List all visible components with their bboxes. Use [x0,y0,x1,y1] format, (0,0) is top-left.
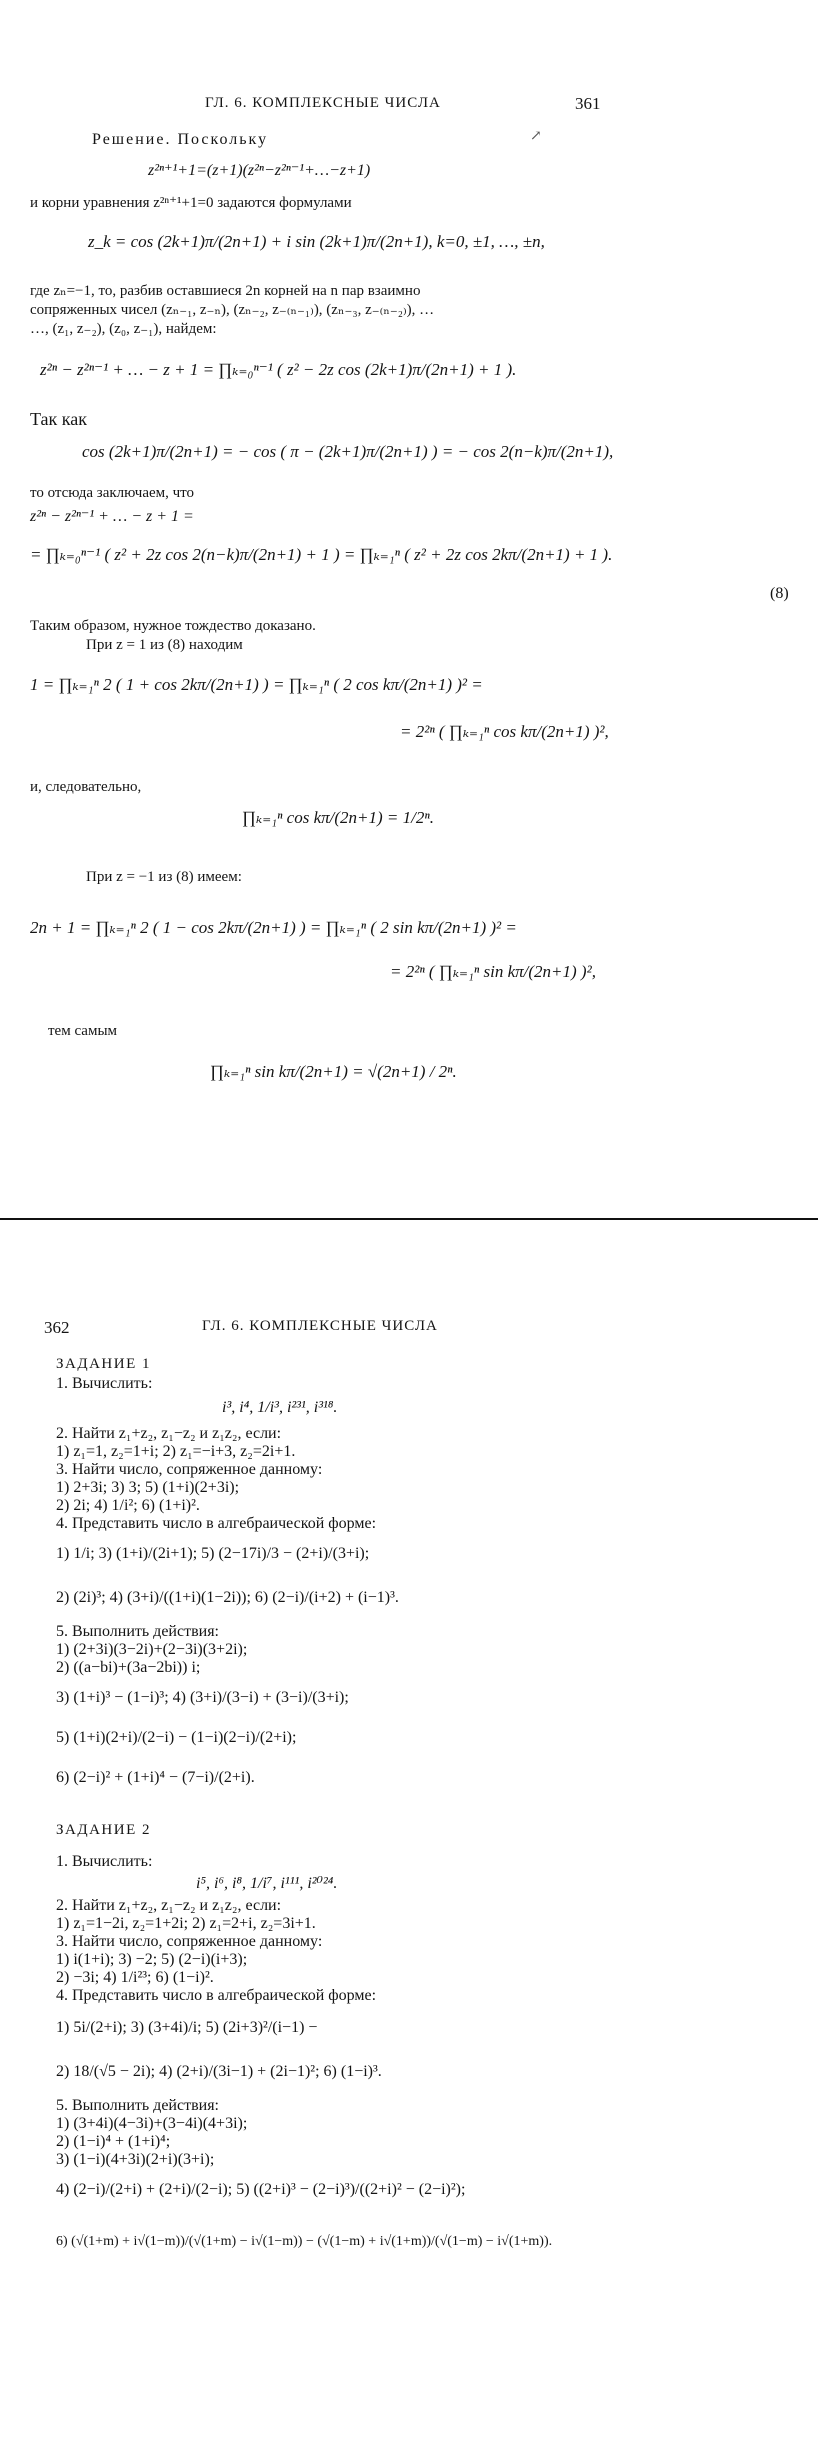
equation-z1: 1 = ∏ₖ₌₁ⁿ 2 ( 1 + cos 2kπ/(2n+1) ) = ∏ₖ₌₁ⁿ ( 2 cos kπ/(2n+1) )² = [30,675,483,694]
text-line: сопряженных чисел (zₙ₋₁, z₋ₙ), (zₙ₋₂, z₋₍ₙ₋₁₎), (zₙ₋₃, z₋₍ₙ₋₂₎), … [30,302,435,318]
task-line: 1) (3+4i)(4−3i)+(3−4i)(4+3i); [56,2115,248,2132]
solution-intro: Решение. Поскольку [92,131,269,148]
task-line: 5) (1+i)(2+i)/(2−i) − (1−i)(2−i)/(2+i); [56,1729,297,1746]
equation-product: z²ⁿ − z²ⁿ⁻¹ + … − z + 1 = ∏ₖ₌₀ⁿ⁻¹ ( z² − 2z cos (2k+1)π/(2n+1) + 1 ). [40,360,517,379]
equation-cos-product: ∏ₖ₌₁ⁿ cos kπ/(2n+1) = 1/2ⁿ. [242,808,434,827]
margin-mark: ↗ [530,129,542,144]
text-line: При z = −1 из (8) имеем: [86,869,242,885]
equation-number: (8) [770,585,789,602]
task-line: 2) (2i)³; 4) (3+i)/((1+i)(1−2i)); 6) (2−i)/(i+2) + (i−1)³. [56,1589,399,1606]
equation-factorization: z²ⁿ⁺¹+1=(z+1)(z²ⁿ−z²ⁿ⁻¹+…−z+1) [148,162,371,179]
task-line: 1) i(1+i); 3) −2; 5) (2−i)(i+3); [56,1951,248,1968]
equation-cos-identity: cos (2k+1)π/(2n+1) = − cos ( π − (2k+1)π/(2n+1) ) = − cos 2(n−k)π/(2n+1), [82,442,614,461]
assignment-2-heading: ЗАДАНИЕ 2 [56,1822,151,1838]
equation-zminus1-cont: = 2²ⁿ ( ∏ₖ₌₁ⁿ sin kπ/(2n+1) )², [390,962,596,981]
task-line: 4. Представить число в алгебраической форме: [56,1987,377,2004]
running-head: ГЛ. 6. КОМПЛЕКСНЫЕ ЧИСЛА [202,1318,438,1334]
task-line: 2) 2i; 4) 1/i²; 6) (1+i)². [56,1497,200,1514]
task-line: 1. Вычислить: [56,1375,153,1392]
text-line: тем самым [48,1023,118,1039]
text-line: где zₙ=−1, то, разбив оставшиеся 2n корней на n пар взаимно [30,283,421,299]
task-line: 6) (√(1+m) + i√(1−m))/(√(1+m) − i√(1−m)) − (√(1−m) + i√(1+m))/(√(1−m) − i√(1+m)). [56,2234,553,2249]
task-line: 2) (1−i)⁴ + (1+i)⁴; [56,2133,171,2150]
equation-roots: z_k = cos (2k+1)π/(2n+1) + i sin (2k+1)π/(2n+1), k=0, ±1, …, ±n, [88,232,545,251]
task-line: i³, i⁴, 1/i³, i²³¹, i³¹⁸. [222,1399,338,1416]
task-line: 2) −3i; 4) 1/i²³; 6) (1−i)². [56,1969,214,1986]
task-line: 1. Вычислить: [56,1853,153,1870]
text-line: …, (z₁, z₋₂), (z₀, z₋₁), найдем: [30,321,217,337]
text-line: Таким образом, нужное тождество доказано. [30,618,316,634]
task-line: 6) (2−i)² + (1+i)⁴ − (7−i)/(2+i). [56,1769,255,1786]
task-line: 2) ((a−bi)+(3a−2bi)) i; [56,1659,201,1676]
task-line: i⁵, i⁶, i⁸, 1/i⁷, i¹¹¹, i²⁰²⁴. [196,1875,338,1892]
task-line: 3) (1+i)³ − (1−i)³; 4) (3+i)/(3−i) + (3−i)/(3+i); [56,1689,349,1706]
task-line: 2) 18/(√5 − 2i); 4) (2+i)/(3i−1) + (2i−1)²; 6) (1−i)³. [56,2063,382,2080]
task-line: 5. Выполнить действия: [56,1623,219,1640]
task-line: 1) 5i/(2+i); 3) (3+4i)/i; 5) (2i+3)²/(i−1) − [56,2019,318,2036]
equation-sin-product: ∏ₖ₌₁ⁿ sin kπ/(2n+1) = √(2n+1) / 2ⁿ. [210,1062,457,1081]
equation-zminus1: 2n + 1 = ∏ₖ₌₁ⁿ 2 ( 1 − cos 2kπ/(2n+1) ) = ∏ₖ₌₁ⁿ ( 2 sin kπ/(2n+1) )² = [30,918,517,937]
equation-line: z²ⁿ − z²ⁿ⁻¹ + … − z + 1 = [30,508,194,525]
assignment-1-heading: ЗАДАНИЕ 1 [56,1356,151,1372]
equation-z1-cont: = 2²ⁿ ( ∏ₖ₌₁ⁿ cos kπ/(2n+1) )², [400,722,609,741]
task-line: 1) 2+3i; 3) 3; 5) (1+i)(2+3i); [56,1479,240,1496]
page-362 [0,1222,818,2440]
task-line: 2. Найти z₁+z₂, z₁−z₂ и z₁z₂, если: [56,1897,282,1914]
text-line: то отсюда заключаем, что [30,485,195,501]
text-line: и корни уравнения z²ⁿ⁺¹+1=0 задаются формулами [30,195,352,211]
task-line: 3. Найти число, сопряженное данному: [56,1933,323,1950]
page-number: 362 [44,1318,70,1337]
task-line: 3. Найти число, сопряженное данному: [56,1461,323,1478]
text-line: и, следовательно, [30,779,142,795]
task-line: 3) (1−i)(4+3i)(2+i)(3+i); [56,2151,215,2168]
equation-8: = ∏ₖ₌₀ⁿ⁻¹ ( z² + 2z cos 2(n−k)π/(2n+1) + 1 ) = ∏ₖ₌₁ⁿ ( z² + 2z cos 2kπ/(2n+1) + 1 ). [30,545,613,564]
task-line: 1) z₁=1, z₂=1+i; 2) z₁=−i+3, z₂=2i+1. [56,1443,296,1460]
task-line: 4. Представить число в алгебраической форме: [56,1515,377,1532]
running-head: ГЛ. 6. КОМПЛЕКСНЫЕ ЧИСЛА [205,95,441,111]
task-line: 1) 1/i; 3) (1+i)/(2i+1); 5) (2−17i)/3 − (2+i)/(3+i); [56,1545,370,1562]
page-number: 361 [575,94,601,113]
text-line: При z = 1 из (8) находим [86,637,243,653]
task-line: 1) z₁=1−2i, z₂=1+2i; 2) z₁=2+i, z₂=3i+1. [56,1915,316,1932]
task-line: 5. Выполнить действия: [56,2097,219,2114]
task-line: 4) (2−i)/(2+i) + (2+i)/(2−i); 5) ((2+i)³ − (2−i)³)/((2+i)² − (2−i)²); [56,2181,466,2198]
task-line: 1) (2+3i)(3−2i)+(2−3i)(3+2i); [56,1641,248,1658]
task-line: 2. Найти z₁+z₂, z₁−z₂ и z₁z₂, если: [56,1425,282,1442]
text-line: Так как [30,409,87,429]
